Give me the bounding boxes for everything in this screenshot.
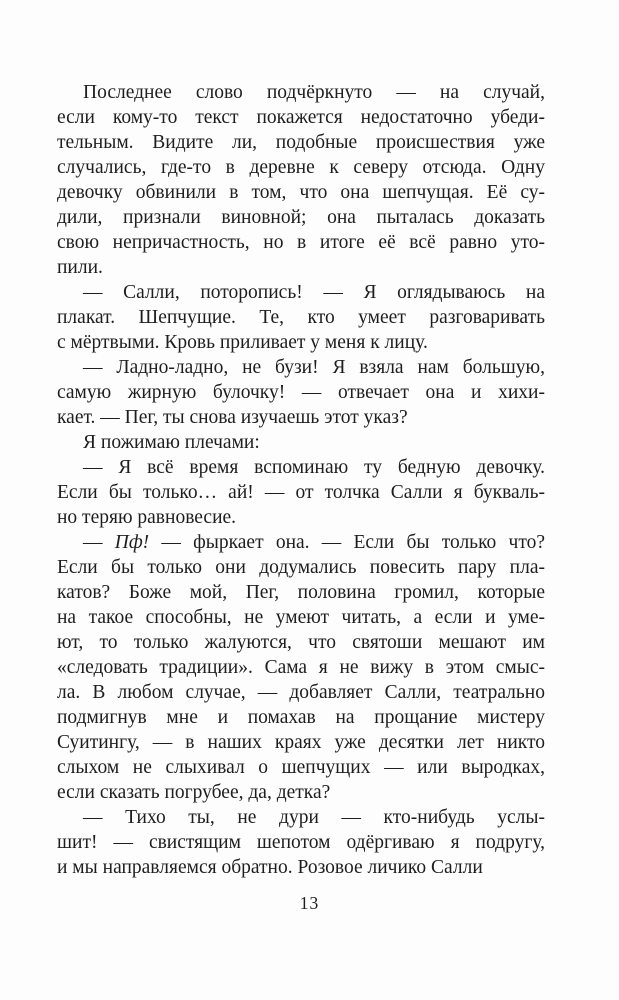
text-line: — Ладно-ладно, не бузи! Я взяла нам большую, [83, 357, 545, 378]
paragraph [57, 530, 545, 805]
text-line: пили. [57, 257, 103, 278]
page-number: 13 [299, 893, 320, 913]
paragraph [57, 280, 545, 355]
paragraph [57, 805, 545, 880]
text-line: Если бы только они додумались повесить пару пла- [57, 557, 545, 578]
text-line: «следовать традиции». Сама я не вижу в этом смыс- [57, 657, 545, 678]
page-text [57, 80, 545, 880]
text-line: Я пожимаю плечами: [83, 432, 260, 453]
text-line: если кому-то текст покажется недостаточно убеди- [57, 107, 545, 128]
text-line: — Тихо ты, не дури — кто-нибудь услы- [83, 807, 545, 828]
text-line: тельным. Видите ли, подобные происшествия уже [57, 132, 545, 153]
text-line: случались, где-то в деревне к северу отсюда. Одну [57, 157, 545, 178]
text-line: катов? Боже мой, Пег, половина громил, которые [57, 582, 545, 603]
text-line: но теряю равновесие. [57, 507, 237, 528]
paragraph [57, 80, 545, 280]
text-line: кает. — Пег, ты снова изучаешь этот указ? [57, 407, 408, 428]
text-line: ла. В любом случае, — добавляет Салли, театрально [57, 682, 545, 703]
text-line: свою непричастность, но в итоге её всё равно уто- [57, 232, 545, 253]
paragraph [57, 355, 545, 430]
text-line: на такое способны, не умеют читать, а если и уме- [57, 607, 545, 628]
text-line: ют, то только жалуются, что святоши мешают им [57, 632, 545, 653]
text-line: подмигнув мне и помахав на прощание мистеру [57, 707, 545, 728]
text-line: и мы направляемся обратно. Розовое личико Салли [57, 857, 483, 878]
text-line: шит! — свистящим шепотом одёргиваю я подругу, [57, 832, 545, 853]
paragraph [57, 455, 545, 530]
text-line: самую жирную булочку! — отвечает она и хихи- [57, 382, 545, 403]
italic-text: Пф! [114, 532, 150, 553]
paragraph [57, 430, 545, 455]
text-line: девочку обвинили в том, что она шепчущая. Её су- [57, 182, 545, 203]
text-line: — Я всё время вспоминаю ту бедную девочку. [83, 457, 545, 478]
text-line: с мёртвыми. Кровь приливает у меня к лицу. [57, 332, 428, 353]
text-line: слыхом не слыхивал о шепчущих — или выродках, [57, 757, 545, 778]
text-line: Если бы только… ай! — от толчка Салли я букваль- [57, 482, 545, 503]
text-line: дили, признали виновной; она пыталась доказать [57, 207, 545, 228]
text-segment: — фыркает она. — Если бы только что? [149, 532, 546, 553]
text-segment: — [83, 532, 115, 553]
text-line: если сказать погрубее, да, детка? [57, 782, 331, 803]
text-line [57, 530, 545, 555]
text-line: Суитингу, — в наших краях уже десятки лет никто [57, 732, 545, 753]
text-line: плакат. Шепчущие. Те, кто умеет разговаривать [57, 307, 545, 328]
text-line: — Салли, поторопись! — Я оглядываюсь на [83, 282, 545, 303]
text-line: Последнее слово подчёркнуто — на случай, [83, 82, 545, 103]
